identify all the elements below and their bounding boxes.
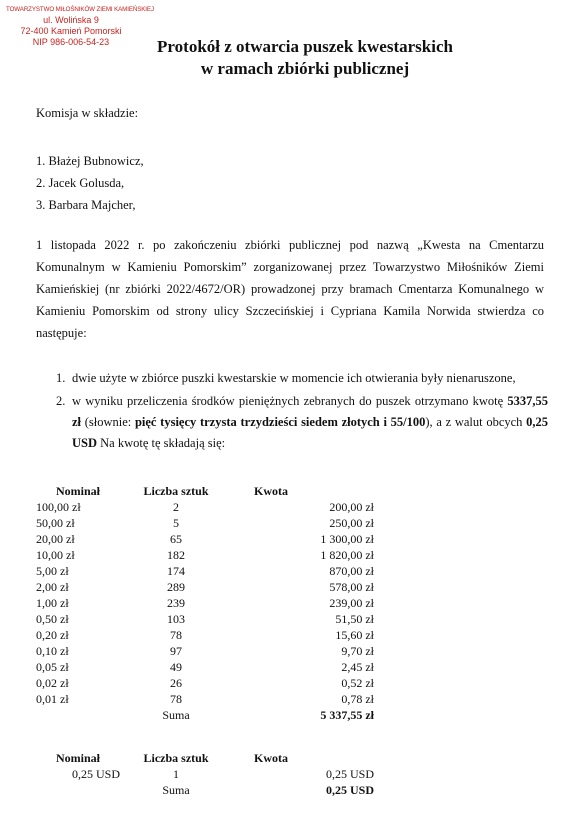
nominal-cell: 0,20 zł [36,628,69,642]
nominal-cell: 100,00 zł [36,500,81,514]
nominal-cell: 0,50 zł [36,612,69,626]
amount-cell: 870,00 zł [329,564,374,578]
table-row [36,691,374,707]
pln-table-body [36,499,374,723]
usd-table-body [36,766,374,798]
document-title [120,36,490,80]
finding-number: 2. [56,394,66,408]
commission-heading: Komisja w składzie: [36,106,139,120]
count-cell: 97 [170,644,182,658]
finding-text-b: (słownie: [81,415,135,429]
finding-item-1 [36,368,548,389]
count-cell: 239 [167,596,185,610]
sum-row [36,782,374,798]
nominal-cell: 2,00 zł [36,580,69,594]
nominal-cell: 0,25 USD [71,767,120,781]
table-header-row [36,483,374,499]
amount-cell: 0,78 zł [341,692,374,706]
table-header-row [36,750,374,766]
finding-item-2 [36,391,548,454]
table-row [36,643,374,659]
amount-cell: 239,00 zł [329,596,374,610]
finding-text: dwie użyte w zbiórce puszki kwestarskie w momencie ich otwierania były nienaruszone, [72,371,516,385]
sum-label: Suma [162,708,190,722]
table-row [36,675,374,691]
nominal-cell: 0,05 zł [36,660,69,674]
count-cell: 78 [170,628,182,642]
amount-cell: 250,00 zł [329,516,374,530]
table-row [36,766,374,782]
usd-denomination-table [36,750,374,798]
organization-stamp [6,4,154,48]
table-row [36,515,374,531]
amount-cell: 578,00 zł [329,580,374,594]
table-row [36,595,374,611]
title-line-2: w ramach zbiórki publicznej [200,59,410,78]
total-amount-words: pięć tysięcy trzysta trzydzieści siedem złotych i 55/100 [134,415,426,429]
sum-value: 0,25 USD [325,783,374,797]
finding-number: 1. [56,371,66,385]
member-3: 3. Barbara Majcher, [36,198,136,212]
count-cell: 78 [170,692,182,706]
amount-cell: 0,25 USD [325,767,374,781]
table-row [36,659,374,675]
nominal-cell: 1,00 zł [36,596,69,610]
nominal-cell: 0,01 zł [36,692,69,706]
member-2: 2. Jacek Golusda, [36,176,125,190]
table-row [36,563,374,579]
count-cell: 289 [167,580,185,594]
header-nominal: Nominał [55,484,100,498]
commission-members [36,150,144,216]
stamp-city: 72-400 Kamień Pomorski [20,26,122,36]
amount-cell: 0,52 zł [341,676,374,690]
header-amount: Kwota [254,484,288,498]
count-cell: 49 [170,660,182,674]
sum-label: Suma [162,783,190,797]
nominal-cell: 0,02 zł [36,676,69,690]
header-nominal: Nominał [55,751,100,765]
header-amount: Kwota [254,751,288,765]
count-cell: 26 [170,676,182,690]
amount-cell: 2,45 zł [341,660,374,674]
count-cell: 103 [167,612,185,626]
count-cell: 1 [173,767,179,781]
table-row [36,547,374,563]
count-cell: 174 [167,564,185,578]
table-row [36,627,374,643]
count-cell: 5 [173,516,179,530]
nominal-cell: 5,00 zł [36,564,69,578]
title-line-1: Protokół z otwarcia puszek kwestarskich [157,37,453,56]
table-row [36,579,374,595]
stamp-nip: NIP 986-006-54-23 [32,37,110,47]
amount-cell: 1 820,00 zł [320,548,374,562]
nominal-cell: 0,10 zł [36,644,69,658]
count-cell: 2 [173,500,179,514]
stamp-organization: TOWARZYSTWO MIŁOŚNIKÓW ZIEMI KAMIEŃSKIEJ [6,6,154,13]
count-cell: 65 [170,532,182,546]
sum-row [36,707,374,723]
amount-cell: 1 300,00 zł [320,532,374,546]
header-count: Liczba sztuk [143,484,209,498]
body-paragraph: 1 listopada 2022 r. po zakończeniu zbiórki publicznej pod nazwą „Kwesta na Cmentarzu Komunalnym w Kamieniu Pomorskim” zorganizowanej przez Towarzystwo Miłośników Ziemi Kamieńskiej (nr zbiórki 2022/4672/OR) prowadzonej przy bramach Cmentarza Komunalnego w Kamieniu Pomorskim od strony ulicy Szczecińskiej i Cypriana Kamila Norwida stwierdza co następuje: [36,238,544,340]
count-cell: 182 [167,548,185,562]
pln-denomination-table [36,483,374,723]
amount-cell: 200,00 zł [329,500,374,514]
stamp-street: ul. Wolińska 9 [43,15,99,25]
total-amount-usd: 0,25 USD [72,415,548,450]
header-count: Liczba sztuk [143,751,209,765]
table-row [36,531,374,547]
findings-list [36,368,548,454]
total-amount-pln: 5337,55 zł [72,394,548,429]
finding-text-a: w wyniku przeliczenia środków pieniężnych zebranych do puszek otrzymano kwotę [72,394,508,408]
nominal-cell: 50,00 zł [36,516,75,530]
table-row [36,611,374,627]
sum-value: 5 337,55 zł [320,708,374,722]
nominal-cell: 20,00 zł [36,532,75,546]
amount-cell: 15,60 zł [335,628,374,642]
amount-cell: 9,70 zł [341,644,374,658]
nominal-cell: 10,00 zł [36,548,75,562]
amount-cell: 51,50 zł [335,612,374,626]
finding-text-d: Na kwotę tę składają się: [97,436,226,450]
table-row [36,499,374,515]
member-1: 1. Błażej Bubnowicz, [36,154,144,168]
finding-text-c: ), a z walut obcych [425,415,527,429]
